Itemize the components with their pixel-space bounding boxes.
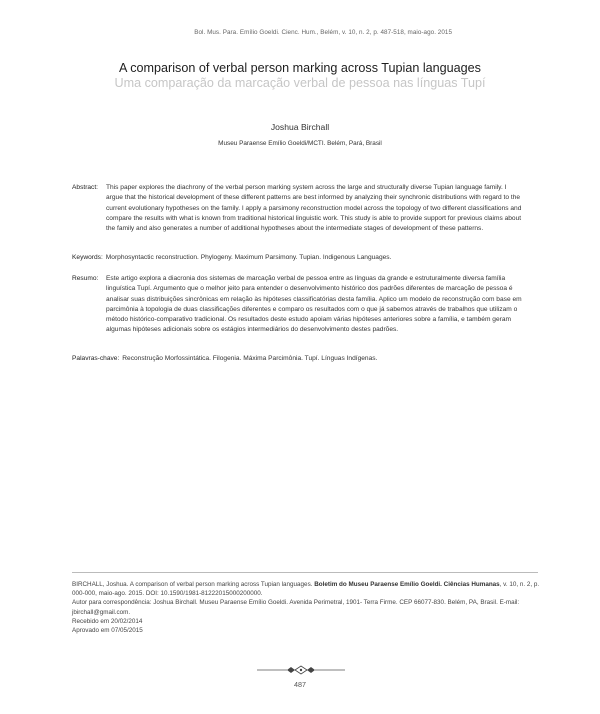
resumo-text: Este artigo explora a diacronia dos sistemas de marcação verbal de pessoa entre as línguas da grande e estruturalmente diversa família linguística Tupí. Argumento que o melhor jeito para entender o desenvolvimento histórico dos padrões diferentes de marcação de pessoa é analisar suas distribuições sincrônicas em relação às hipóteses classificatórias desta família. Aplico um modelo de reconstrução com base em parcimônia à topologia de duas classificações diferentes e comparo os resultados com o que já sabemos através de trabalhos que utilizam o método histórico-comparativo tradicional. Os resultados deste estudo apoiam várias hipóteses anteriores sobre a família, e também geram algumas hipóteses adicionais sobre os estágios intermediários do desenvolvimento destes padrões. xyxy=(106,275,522,334)
resumo-label: Resumo: xyxy=(72,275,99,282)
correspondence: Autor para correspondência: Joshua Birchall. Museu Paraense Emílio Goeldi. Avenida Perimetral, 1901- Terra Firme. CEP 66077-830. Belém, PA, Brasil. E-mail: jbirchall@gmail.com. xyxy=(72,599,520,616)
page-number: 487 xyxy=(294,680,306,689)
palavras-chave-text: Reconstrução Morfossintática. Filogenia. Máxima Parcimônia. Tupí. Línguas Indígenas. xyxy=(122,355,378,362)
article-title-english: A comparison of verbal person marking across Tupian languages xyxy=(119,61,481,75)
journal-name: Boletim do Museu Paraense Emílio Goeldi. Ciências Humanas xyxy=(314,581,500,588)
approved-date: Aprovado em 07/05/2015 xyxy=(72,627,143,635)
abstract-text: This paper explores the diachrony of the verbal person marking system across the large and structurally diverse Tupian language family. I argue that the historical development of these different patterns are best informed by analyzing their synchronic distributions with regard to the current evolutionary hypotheses on the family. I apply a parsimony reconstruction model across the topology of two different classifications and compare the results with what is known from traditional historical linguistic work. This study is able to provide support for previous claims about the family and also generates a number of additional hypotheses about the intermediate stages of development of these patterns. xyxy=(106,184,522,233)
keywords-label: Keywords: xyxy=(72,254,103,261)
citation xyxy=(72,580,542,598)
resumo-section xyxy=(72,274,525,336)
citation-footer xyxy=(72,580,542,635)
keywords-text: Morphosyntactic reconstruction. Phylogeny. Maximum Parsimony. Tupian. Indigenous Languages. xyxy=(105,254,392,261)
abstract-label: Abstract: xyxy=(72,184,99,191)
ornament-divider xyxy=(255,665,347,675)
running-head: Bol. Mus. Para. Emílio Goeldi. Cienc. Hum., Belém, v. 10, n. 2, p. 487-518, maio-ago. 2015 xyxy=(194,29,452,36)
keywords-section xyxy=(72,253,525,263)
citation-pre: BIRCHALL, Joshua. A comparison of verbal person marking across Tupian languages. xyxy=(72,581,313,588)
palavras-chave-label: Palavras-chave: xyxy=(72,355,120,362)
footer-divider xyxy=(72,572,538,573)
palavras-chave-section xyxy=(72,354,525,364)
article-title-portuguese: Uma comparação da marcação verbal de pessoa nas línguas Tupí xyxy=(114,76,486,90)
author-affiliation: Museu Paraense Emílio Goeldi/MCTI. Belém, Pará, Brasil xyxy=(218,140,382,147)
abstract-section xyxy=(72,183,525,234)
author-name: Joshua Birchall xyxy=(270,122,330,132)
citation-post: , v. 10, n. 2, p. 000-000, maio-ago. 2015. DOI: 10.1590/1981-81222015000200000. xyxy=(72,581,540,598)
received-date: Recebido em 20/02/2014 xyxy=(72,617,143,625)
